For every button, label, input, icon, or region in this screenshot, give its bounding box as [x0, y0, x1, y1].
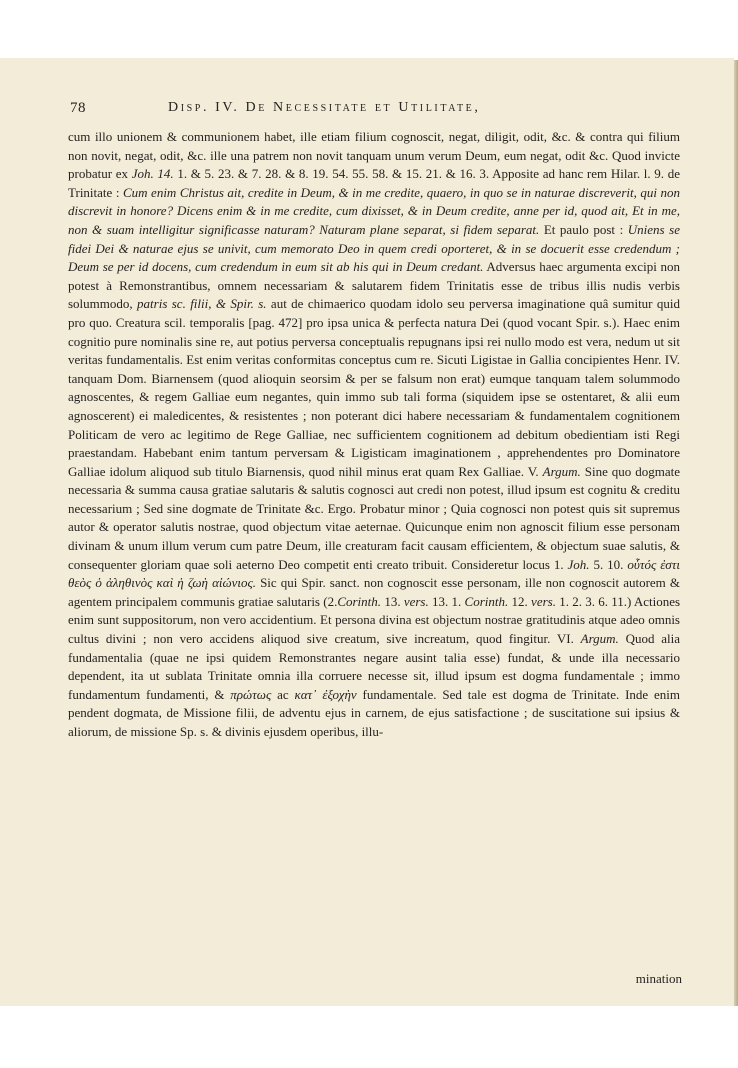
catchword: mination: [635, 971, 682, 986]
page-header: [70, 100, 682, 120]
book-page: [0, 58, 734, 1006]
page-number: 78: [70, 100, 86, 116]
body-text: cum illo unionem & communionem habet, ille etiam filium cognoscit, negat, diligit, odit, &c. & contra qui filium non novit, negat, odit, &c. ille una patrem non novit tanquam unum verum Deum, eum negat, odit &c. Quod invicte probatur ex Joh. 14. 1. & 5. 23. & 7. 28. & 8. 19. 54. 55. 58. & 15. 21. & 16. 3. Apposite ad hanc rem Hilar. l. 9. de Trinitate : Cum enim Christus ait, credite in Deum, & in me credite, quaero, in quo se in naturae discreverit, qui non discrevit in honore? Dicens enim & in me credite, cum dixisset, & in Deum credite, anne per id, quod ait, Et in me, non & suam intelligitur significasse naturam? Naturam plane separat, si fidem separat. Et paulo post : Uniens se fidei Dei & naturae ejus se univit, cum memorato Deo in quem credi oporteret, & in se docuerit esse credendum ; Deum se per id docens, cum credendum in eum sit ab his qui in Deum credant. Adversus haec argumenta excipi non potest à Remonstrantibus, omnem necessariam & salutarem fidem Trinitatis esse de tribus illis nudis verbis solummodo, patris sc. filii, & Spir. s. aut de chimaerico quodam idolo seu perversa imaginatione quâ sumitur quid pro quo. Creatura scil. temporalis [pag. 472] pro ipsa unica & perfecta natura Dei (quod vocant Spir. s.). Haec enim cognitio pure nominalis sine re, aut potius perversa conceptualis repugnans ipsi rei nullo modo est vera, nedum ut sit veritas fundamentalis. Est enim veritas conformitas conceptus cum re. Sicuti Ligistae in Gallia concipientes Henr. IV. tanquam Dom. Biarnensem (quod alioquin seorsim & per se falsum non erat) eumque tanquam talem solummodo agnoscentes, & regem Galliae eum negantes, quin immo sub tali forma (siquidem ipse se ostentaret, & alii eum agnoscerent) ei maledicentes, & resistentes ; non poterant dici habere necessariam & fundamentalem cognitionem Politicam de vero ac legitimo de Rege Galliae, nec sufficientem cognitionem ad debitum obedientiam isti Regi praestandam. Habebant enim tantum perversam & Ligisticam imaginationem , apprehendentes pro Dominatore Galliae idolum aliquod sub titulo Biarnensis, quod nihil minus erat quam Rex Galliae. V. Argum. Sine quo dogmate necessaria & summa causa gratiae salutaris & salutis cognosci aut credi non potest, illud ipsum est cognitu & creditu necessarium ; Sed sine dogmate de Trinitate &c. Ergo. Probatur minor ; Quia cognosci non potest quis sit supremus autor & operator salutis nostrae, quod objectum vitae aeternae. Quicunque enim non agnoscit filium esse personam divinam & unum illum verum cum patre Deum, ille creaturam facit causam efficientem, & objectum suae salutis, & consequenter gloriam quae soli aeterno Deo competit enti creato tribuit. Consideretur locus 1. Joh. 5. 10. οὗτός ἐστι θεὸς ὁ ἀληθινὸς καὶ ἡ ζωὴ αἰώνιος. Sic qui Spir. sanct. non cognoscit esse personam, ille non cognoscit autorem & agentem principalem communis gratiae salutaris (2.Corinth. 13. vers. 13. 1. Corinth. 12. vers. 1. 2. 3. 6. 11.) Actiones enim sunt suppositorum, non vero accidentium. Et persona divina est objectum nostrae gratitudinis atque adeo omnis cultus divini ; non vero accidens aliquod sive creatum, sive increatum, quod fingitur. VI. Argum. Quod alia fundamentalia (quae ne ipsi quidem Remonstrantes negare ausint talia esse) fundat, & unde illa necessario dependent, ita ut sublata Trinitate omnia illa corruere necesse sit, illud ipsum est dogma fundamentale ; immo fundamentum fundamenti, & πρώτως ac κατ᾽ ἐξοχὴν fundamentale. Sed tale est dogma de Trinitate. Inde enim pendent dogmata, de Missione filii, de adventu ejus in carnem, de ejus satisfactione ; de suscitatione sui ipsius & aliorum, de missione Sp. s. & divinis ejusdem operibus, illu-: [68, 129, 681, 739]
page-edge: [734, 60, 738, 1006]
running-head: Disp. IV. De Necessitate et Utilitate,: [168, 100, 481, 115]
